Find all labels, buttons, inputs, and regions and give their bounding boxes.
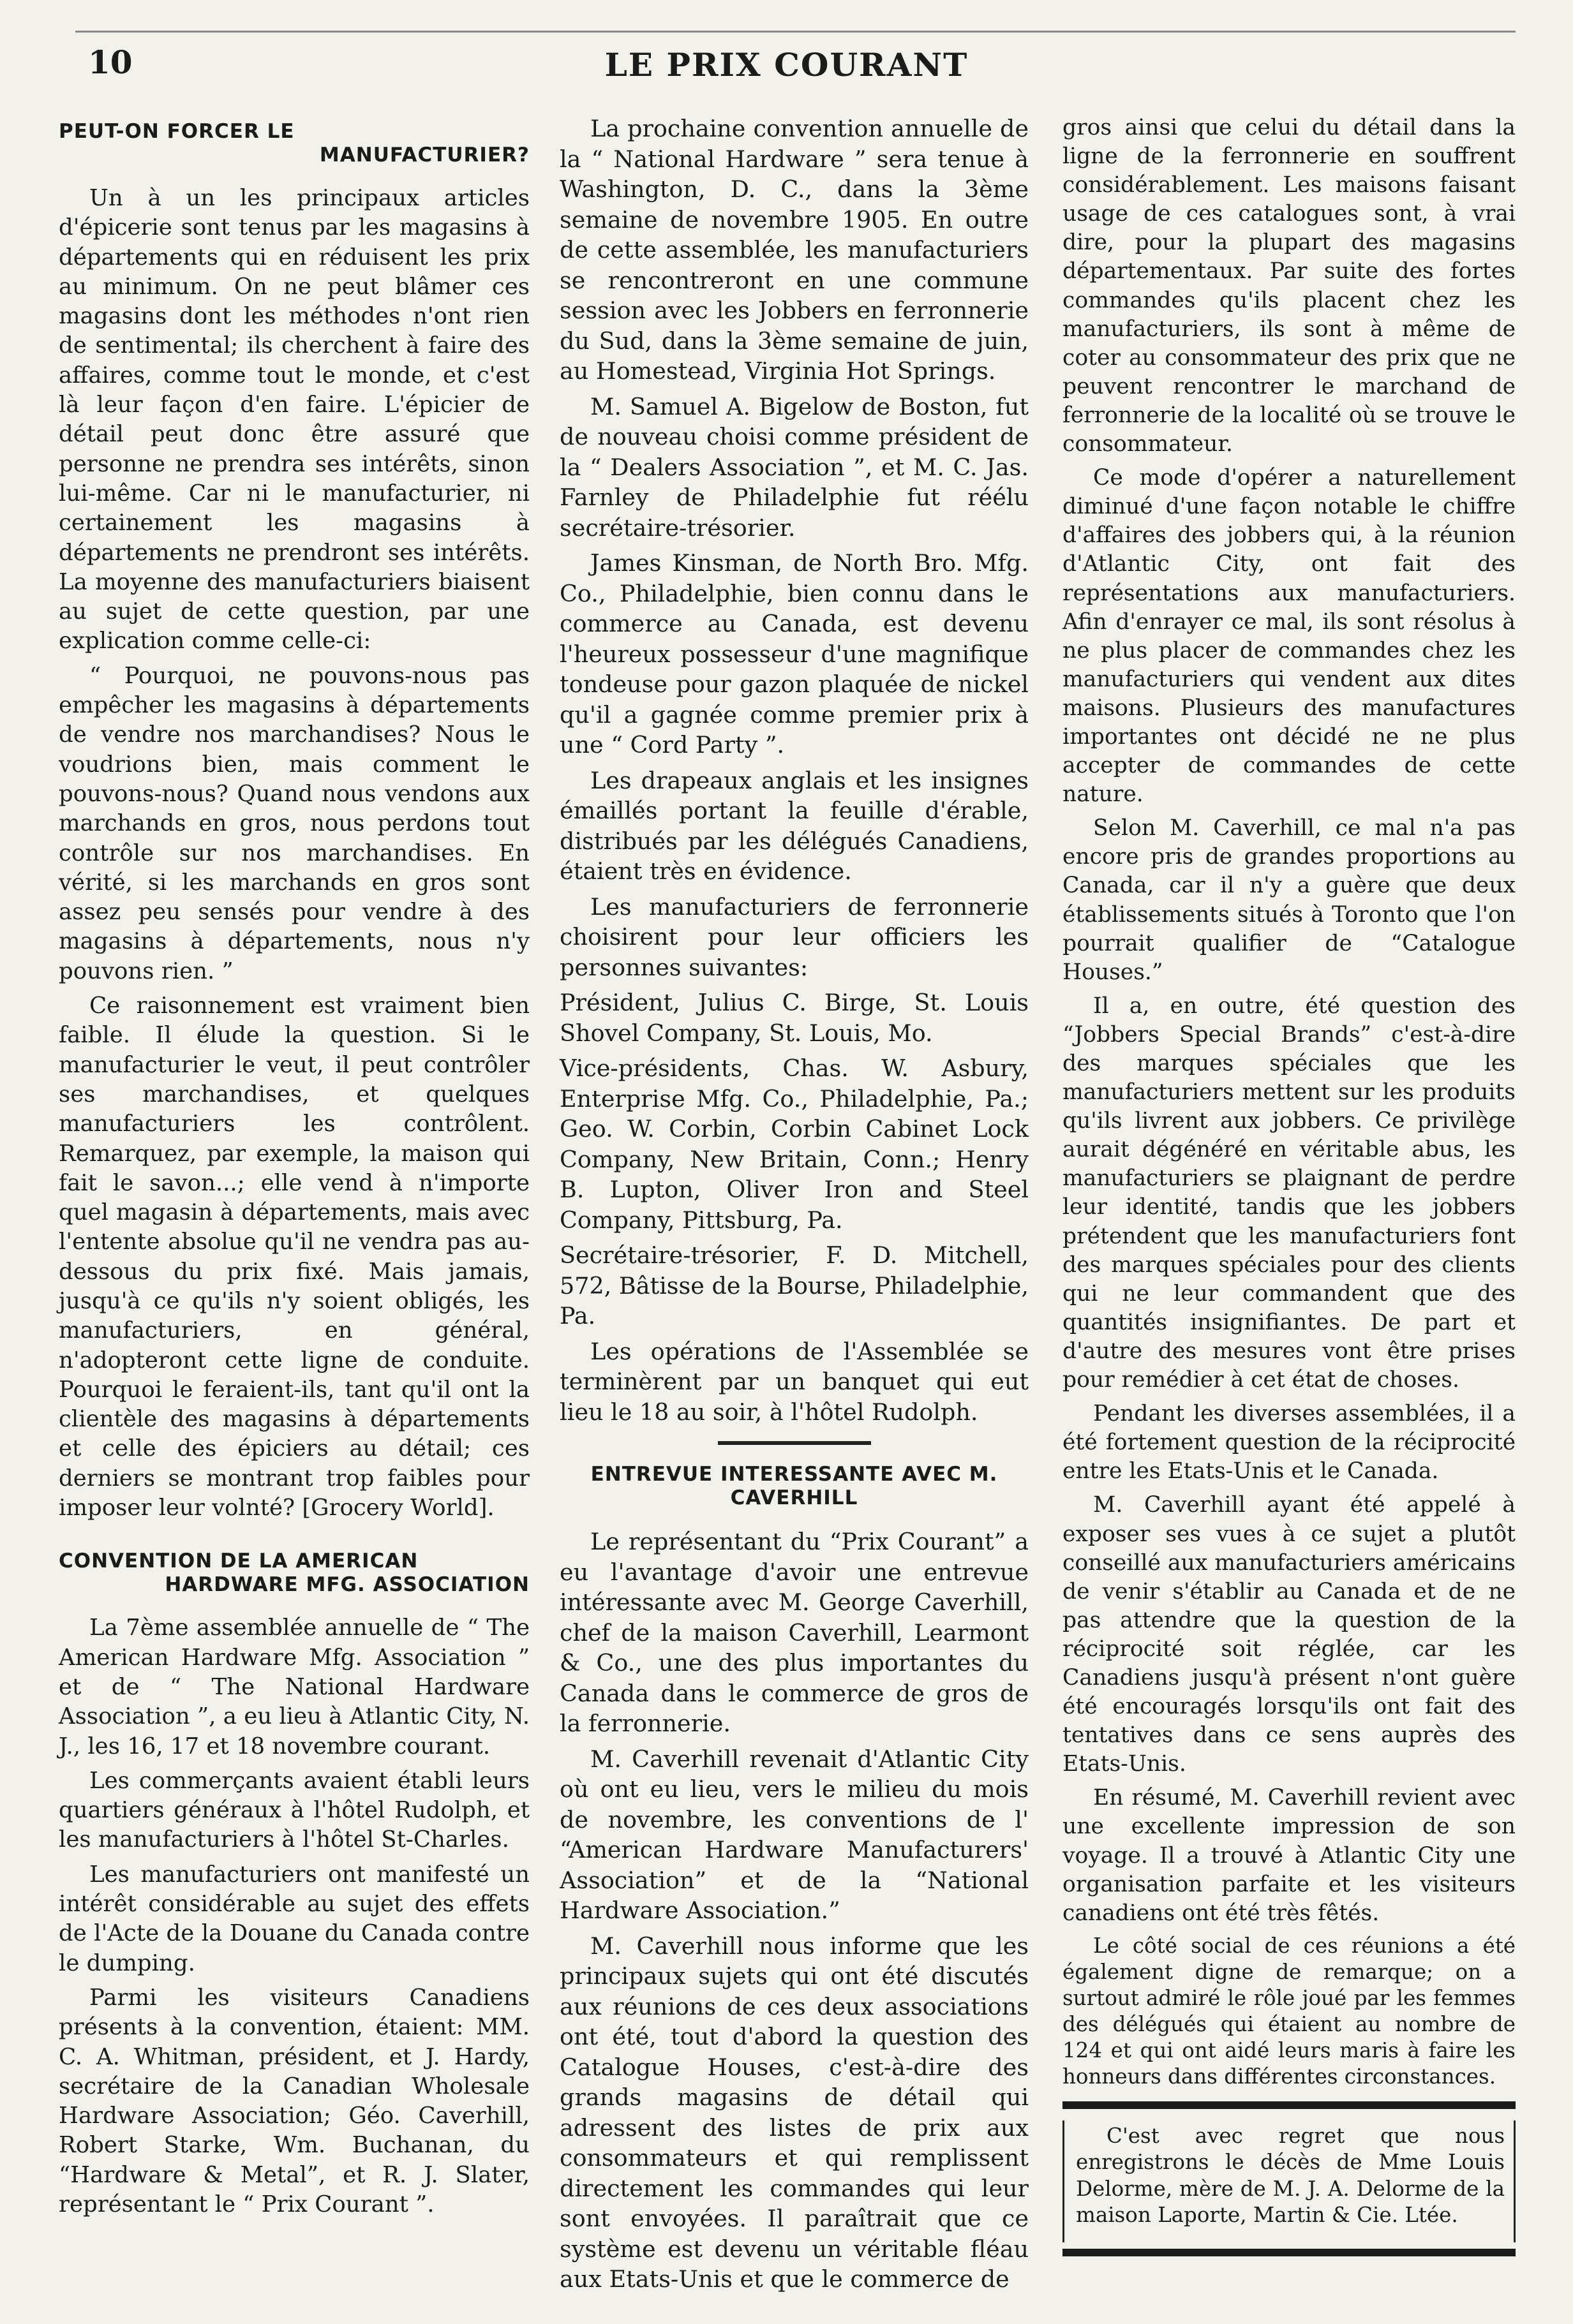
officer-entry: Président, Julius C. Birge, St. Louis Shovel Company, St. Louis, Mo. xyxy=(560,989,1029,1047)
column-2 xyxy=(560,114,1029,2300)
paragraph: M. Caverhill nous informe que les principaux sujets qui ont été discutés aux réunions de ces deux associations ont été, tout d'abord la question des Catalogue Houses, c'est-à-dire des grands magasins de détail qui adressent des listes de prix aux consommateurs et qui remplissent directement les commandes qui leur sont envoyées. Il paraîtrait que ce système est devenu un véritable fléau aux Etats-Unis et que le commerce de xyxy=(560,1932,1029,2293)
paragraph: Le côté social de ces réunions a été également digne de remarque; on a surtout admiré le rôle joué par les femmes des délégués qui étaient au nombre de 124 et qui ont aidé leurs maris à faire les honneurs dans différentes circonstances. xyxy=(1062,1933,1516,2089)
heading-line: ENTREVUE INTERESSANTE AVEC M. xyxy=(590,1463,998,1486)
paragraph: Parmi les visiteurs Canadiens présents à la convention, étaient: MM. C. A. Whitman, président, et J. Hardy, secrétaire de la Canadian Wholesale Hardware Association; Géo. Caverhill, Robert Starke, Wm. Buchanan, du “Hardware & Metal”, et R. J. Slater, représentant le “ Prix Courant ”. xyxy=(59,1984,530,2217)
running-title: LE PRIX COURANT xyxy=(604,46,969,84)
officer-entry: Vice-présidents, Chas. W. Asbury, Enterprise Mfg. Co., Philadelphie, Pa.; Geo. W. Corbin, Corbin Cabinet Lock Company, New Britain, Conn.; Henry B. Lupton, Oliver Iron and Steel Company, Pittsburg, Pa. xyxy=(560,1055,1029,1234)
death-notice: C'est avec regret que nous enregistrons le décès de Mme Louis Delorme, mère de M. J. A. Delorme de la maison Laporte, Martin & Cie. Ltée. xyxy=(1076,2124,1505,2227)
paragraph: La 7ème assemblée annuelle de “ The American Hardware Mfg. Association ” et de “ The National Hardware Association ”, a eu lieu à Atlantic City, N. J., les 16, 17 et 18 novembre courant. xyxy=(59,1615,530,1759)
article-heading xyxy=(560,1463,1029,1510)
paragraph: M. Samuel A. Bigelow de Boston, fut de nouveau choisi comme président de la “ Dealers Association ”, et M. C. Jas. Farnley de Philadelphie fut réélu secrétaire-trésorier. xyxy=(560,392,1029,542)
page-number: 10 xyxy=(88,43,133,81)
paragraph: Les manufacturiers ont manifesté un intérêt considérable au sujet des effets de l'Acte de la Douane du Canada contre le dumping. xyxy=(59,1861,530,1976)
section-divider xyxy=(718,1441,871,1445)
notice-top-rule xyxy=(1062,2101,1516,2109)
heading-line: MANUFACTURIER? xyxy=(319,144,530,167)
article-heading xyxy=(59,120,530,167)
officer-entry: Secrétaire-trésorier, F. D. Mitchell, 572, Bâtisse de la Bourse, Philadelphie, Pa. xyxy=(560,1241,1029,1329)
paragraph: Ce raisonnement est vraiment bien faible. Il élude la question. Si le manufacturier le veut, il peut contrôler ses marchandises, et quelques manufacturiers les contrôlent. Remarquez, par exemple, la maison qui fait le savon...; elle vend à n'importe quel magasin à départements, mais avec l'entente absolue qu'il ne vendra pas au-dessous du prix fixé. Mais jamais, jusqu'à ce qu'ils n'y soient obligés, les manufacturiers, en général, n'adopteront cette ligne de conduite. Pourquoi le feraient-ils, tant qu'il ont la clientèle des magasins à départements et celle des épiciers au détail; ces derniers se montrant trop faibles pour imposer leur volnté? [Grocery World]. xyxy=(59,993,530,1521)
heading-line: PEUT-ON FORCER LE xyxy=(59,120,295,143)
paragraph: “ Pourquoi, ne pouvons-nous pas empêcher les magasins à départements de vendre nos marchandises? Nous le voudrions bien, mais comment le pouvons-nous? Quand nous vendons aux marchands en gros, nous perdons tout contrôle sur nos marchandises. En vérité, si les marchands en gros sont assez peu sensés pour vendre à des magasins à départements, nous n'y pouvons rien. ” xyxy=(59,662,530,984)
paragraph: Le représentant du “Prix Courant” a eu l'avantage d'avoir une entrevue intéressante avec M. George Caverhill, chef de la maison Caverhill, Learmont & Co., une des plus importantes du Canada dans le commerce de gros de la ferronnerie. xyxy=(560,1528,1029,1737)
top-rule xyxy=(75,31,1516,33)
article-heading xyxy=(59,1550,530,1597)
paragraph: Les commerçants avaient établi leurs quartiers généraux à l'hôtel Rudolph, et les manufacturiers à l'hôtel St-Charles. xyxy=(59,1767,530,1853)
notice-bottom-rule xyxy=(1062,2249,1516,2256)
heading-line: CAVERHILL xyxy=(730,1486,858,1509)
column-1 xyxy=(59,114,530,2224)
paragraph: Selon M. Caverhill, ce mal n'a pas encore pris de grandes proportions au Canada, car il n'y a guère que deux établissements situés à Toronto que l'on pourrait qualifier de “Catalogue Houses.” xyxy=(1062,815,1516,985)
paragraph: Pendant les diverses assemblées, il a été fortement question de la réciprocité entre les Etats-Unis et le Canada. xyxy=(1062,1401,1516,1484)
heading-line: HARDWARE MFG. ASSOCIATION xyxy=(165,1573,530,1597)
paragraph: Les opérations de l'Assemblée se terminèrent par un banquet qui eut lieu le 18 au soir, à l'hôtel Rudolph. xyxy=(560,1337,1029,1426)
paragraph: M. Caverhill ayant été appelé à exposer ses vues à ce sujet a plutôt conseillé aux manufacturiers américains de venir s'établir au Canada et de ne pas attendre que la question de la réciprocité soit réglée, car les Canadiens jusqu'à présent n'ont guère été encouragés lorsqu'ils ont fait des tentatives dans ce sens auprès des Etats-Unis. xyxy=(1062,1492,1516,1777)
paragraph: Il a, en outre, été question des “Jobbers Special Brands” c'est-à-dire des marques spéciales que les manufacturiers mettent sur les produits qu'ils livrent aux jobbers. Ce privilège aurait dégénéré en véritable abus, les manufacturiers se plaignant de perdre leur identité, tandis que les jobbers prétendent que les manufacturiers font des marques spéciales pour des clients qui ne leur commandent que des quantités insignifiantes. De part et d'autre des mesures vont être prises pour remédier à cet état de choses. xyxy=(1062,993,1516,1393)
heading-line: CONVENTION DE LA AMERICAN xyxy=(59,1550,419,1573)
paragraph: Les drapeaux anglais et les insignes émaillés portant la feuille d'érable, distribués par les délégués Canadiens, étaient très en évidence. xyxy=(560,766,1029,885)
paragraph: Les manufacturiers de ferronnerie choisirent pour leur officiers les personnes suivantes: xyxy=(560,892,1029,981)
paragraph: Un à un les principaux articles d'épicerie sont tenus par les magasins à départements qui en réduisent les prix au minimum. On ne peut blâmer ces magasins dont les méthodes n'ont rien de sentimental; ils cherchent à faire des affaires, comme tout le monde, et c'est là leur façon d'en faire. L'épicier de détail peut donc être assuré que personne ne prendra ses intérêts, sinon lui-même. Car ni le manufacturier, ni certainement les magasins à départements ne prendront ses intérêts. La moyenne des manufacturiers biaisent au sujet de cette question, par une explication comme celle-ci: xyxy=(59,185,530,655)
paragraph: James Kinsman, de North Bro. Mfg. Co., Philadelphie, bien connu dans le commerce au Canada, est devenu l'heureux possesseur d'une magnifique tondeuse pour gazon plaquée de nickel qu'il a gagnée comme premier prix à une “ Cord Party ”. xyxy=(560,549,1029,759)
paragraph: En résumé, M. Caverhill revient avec une excellente impression de son voyage. Il a trouvé à Atlantic City une organisation parfaite et les visiteurs canadiens ont été très fêtés. xyxy=(1062,1785,1516,1926)
paragraph: La prochaine convention annuelle de la “ National Hardware ” sera tenue à Washington, D. C., dans la 3ème semaine de novembre 1905. En outre de cette assemblée, les manufacturiers se rencontreront en une commune session avec les Jobbers en ferronnerie du Sud, dans la 3ème semaine de juin, au Homestead, Virginia Hot Springs. xyxy=(560,115,1029,385)
paragraph: gros ainsi que celui du détail dans la ligne de la ferronnerie en souffrent considérablement. Les maisons faisant usage de ces catalogues sont, à vrai dire, pour la plupart des magasins départementaux. Par suite des fortes commandes qu'ils placent chez les manufacturiers, ils sont à même de coter au consommateur des prix que ne peuvent rencontrer le marchand de ferronnerie de la localité où se trouve le consommateur. xyxy=(1062,115,1516,457)
paragraph: Ce mode d'opérer a naturellement diminué d'une façon notable le chiffre d'affaires des jobbers qui, à la réunion d'Atlantic City, ont fait des représentations aux manufacturiers. Afin d'enrayer ce mal, ils sont résolus à ne plus placer de commandes chez les manufacturiers qui vendent aux dites maisons. Plusieurs des manufactures importantes ont décidé ne ne plus accepter de commandes de cette nature. xyxy=(1062,465,1516,808)
paragraph: M. Caverhill revenait d'Atlantic City où ont eu lieu, vers le milieu du mois de novembre, les conventions de l' “American Hardware Manufacturers' Association” et de la “National Hardware Association.” xyxy=(560,1745,1029,1924)
column-3 xyxy=(1062,114,1516,2256)
death-notice-box xyxy=(1062,2120,1516,2242)
